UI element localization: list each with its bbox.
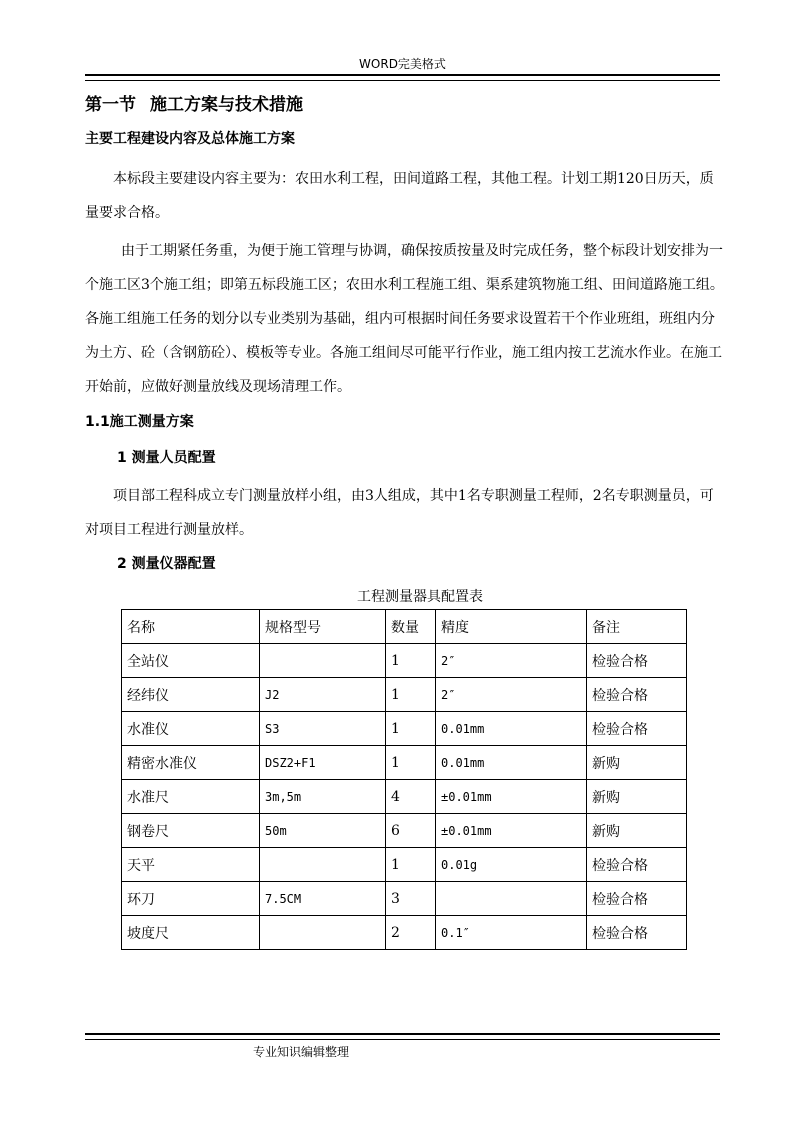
cell-name: 天平 (122, 848, 260, 882)
cell-precision: 0.01mm (436, 712, 587, 746)
table-row (122, 814, 687, 848)
cell-remark: 新购 (587, 814, 687, 848)
page-footer: 专业知识编辑整理 (253, 1045, 350, 1059)
document-body (85, 90, 725, 950)
cell-name: 钢卷尺 (122, 814, 260, 848)
section-title (85, 90, 725, 124)
cell-precision: ±0.01mm (436, 814, 587, 848)
subheading: 主要工程建设内容及总体施工方案 (85, 131, 295, 147)
cell-precision: ±0.01mm (436, 780, 587, 814)
table-row (122, 644, 687, 678)
header-cell-model: 规格型号 (260, 610, 386, 644)
table-row (122, 848, 687, 882)
header-divider (85, 74, 720, 81)
cell-remark: 检验合格 (587, 678, 687, 712)
header-cell-remark: 备注 (587, 610, 687, 644)
section-number: 第一节 (85, 95, 136, 115)
cell-quantity: 3 (386, 882, 436, 916)
cell-model: 3m,5m (260, 780, 386, 814)
cell-remark: 检验合格 (587, 916, 687, 950)
cell-model (260, 916, 386, 950)
table-row (122, 678, 687, 712)
cell-model: S3 (260, 712, 386, 746)
cell-quantity: 1 (386, 678, 436, 712)
cell-remark: 检验合格 (587, 848, 687, 882)
cell-model (260, 644, 386, 678)
cell-quantity: 1 (386, 712, 436, 746)
paragraph-survey-staff: 项目部工程科成立专门测量放样小组，由3人组成，其中1名专职测量工程师，2名专职测量员，可对项目工程进行测量放样。 (85, 488, 714, 538)
cell-remark: 检验合格 (587, 712, 687, 746)
header-cell-precision: 精度 (436, 610, 587, 644)
cell-remark: 检验合格 (587, 644, 687, 678)
table-row (122, 746, 687, 780)
cell-quantity: 1 (386, 644, 436, 678)
table-caption: 工程测量器具配置表 (357, 589, 483, 605)
cell-name: 全站仪 (122, 644, 260, 678)
cell-quantity: 4 (386, 780, 436, 814)
cell-name: 精密水准仪 (122, 746, 260, 780)
cell-model: J2 (260, 678, 386, 712)
cell-name: 水准尺 (122, 780, 260, 814)
cell-name: 坡度尺 (122, 916, 260, 950)
cell-model: 50m (260, 814, 386, 848)
section-name: 施工方案与技术措施 (150, 95, 303, 115)
cell-model: DSZ2+F1 (260, 746, 386, 780)
header-cell-name: 名称 (122, 610, 260, 644)
cell-remark: 新购 (587, 780, 687, 814)
cell-name: 环刀 (122, 882, 260, 916)
cell-name: 经纬仪 (122, 678, 260, 712)
cell-remark: 新购 (587, 746, 687, 780)
heading-survey-instruments: 2 测量仪器配置 (117, 556, 216, 572)
cell-quantity: 1 (386, 848, 436, 882)
cell-name: 水准仪 (122, 712, 260, 746)
paragraph-organization: 由于工期紧任务重，为便于施工管理与协调，确保按质按量及时完成任务，整个标段计划安排为一个施工区3个施工组；即第五标段施工区；农田水利工程施工组、渠系建筑物施工组、田间道路施工组。各施工组施工任务的划分以专业类别为基础，组内可根据时间任务要求设置若干个作业班组，班组内分为土方、砼（含钢筋砼）、模板等专业。各施工组间尽可能平行作业，施工组内按工艺流水作业。在施工开始前，应做好测量放线及现场清理工作。 (85, 243, 724, 395)
cell-precision: 0.1″ (436, 916, 587, 950)
cell-precision: 0.01mm (436, 746, 587, 780)
table-row (122, 780, 687, 814)
cell-model: 7.5CM (260, 882, 386, 916)
cell-quantity: 2 (386, 916, 436, 950)
table-row (122, 712, 687, 746)
footer-divider (85, 1033, 720, 1040)
cell-precision: 2″ (436, 678, 587, 712)
table-header-row (122, 610, 687, 644)
page-header: WORD完美格式 (359, 57, 446, 71)
header-cell-quantity: 数量 (386, 610, 436, 644)
table-row (122, 882, 687, 916)
paragraph-scope: 本标段主要建设内容主要为：农田水利工程，田间道路工程，其他工程。计划工期120日历天，质量要求合格。 (85, 171, 714, 221)
cell-precision (436, 882, 587, 916)
cell-quantity: 6 (386, 814, 436, 848)
cell-quantity: 1 (386, 746, 436, 780)
cell-remark: 检验合格 (587, 882, 687, 916)
cell-precision: 0.01g (436, 848, 587, 882)
cell-precision: 2″ (436, 644, 587, 678)
heading-survey-plan: 1.1施工测量方案 (85, 414, 194, 430)
heading-survey-staff: 1 测量人员配置 (117, 450, 216, 466)
table-row (122, 916, 687, 950)
cell-model (260, 848, 386, 882)
instrument-table (121, 609, 687, 950)
